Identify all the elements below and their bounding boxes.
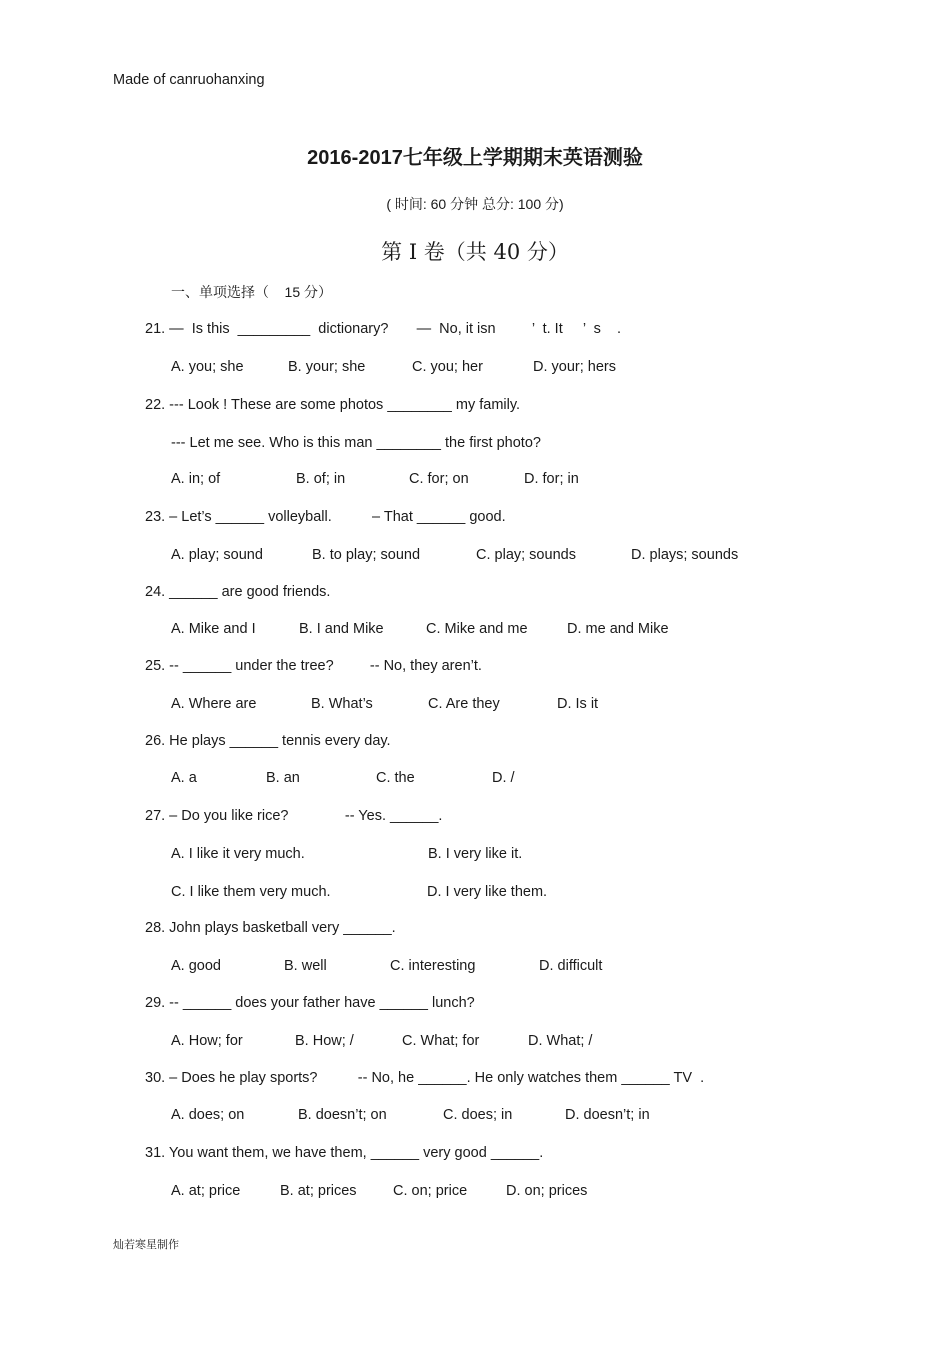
option-24-b: B. I and Mike [299,621,384,637]
option-21-a: A. you; she [171,359,244,375]
option-28-d: D. difficult [539,958,603,974]
question-24: 24. ______ are good friends. [145,584,331,600]
option-25-a: A. Where are [171,696,257,712]
option-28-b: B. well [284,958,327,974]
option-26-b: B. an [266,770,300,786]
option-31-c: C. on; price [393,1183,468,1199]
exam-subtitle: ( 时间: 60 分钟 总分: 100 分) [386,196,564,212]
option-25-c: C. Are they [428,696,500,712]
option-24-d: D. me and Mike [567,621,669,637]
option-30-b: B. doesn’t; on [298,1107,387,1123]
option-21-d: D. your; hers [533,359,616,375]
option-27-c: C. I like them very much. [171,884,331,900]
option-31-b: B. at; prices [280,1183,357,1199]
option-23-b: B. to play; sound [312,547,421,563]
option-30-c: C. does; in [443,1107,513,1123]
option-21-b: B. your; she [288,359,366,375]
option-29-d: D. What; / [528,1033,593,1049]
option-26-a: A. a [171,770,197,786]
option-30-a: A. does; on [171,1107,245,1123]
option-29-b: B. How; / [295,1033,354,1049]
part-title: 一、单项选择（ 15 分） [171,284,333,300]
option-26-c: C. the [376,770,415,786]
option-22-c: C. for; on [409,471,469,487]
header-note: Made of canruohanxing [113,72,265,88]
option-21-c: C. you; her [412,359,483,375]
question-25: 25. -- ______ under the tree? -- No, they aren’t. [145,658,482,674]
option-26-d: D. / [492,770,515,786]
option-24-c: C. Mike and me [426,621,528,637]
question-27: 27. – Do you like rice? -- Yes. ______. [145,808,443,824]
option-23-a: A. play; sound [171,547,263,563]
option-31-d: D. on; prices [506,1183,588,1199]
option-27-b: B. I very like it. [428,846,523,862]
question-28: 28. John plays basketball very ______. [145,920,396,936]
option-22-d: D. for; in [524,471,579,487]
option-23-d: D. plays; sounds [631,547,739,563]
question-23: 23. – Let’s ______ volleyball. – That ______ good. [145,509,506,525]
option-22-b: B. of; in [296,471,346,487]
question-29: 29. -- ______ does your father have ______ lunch? [145,995,475,1011]
option-25-b: B. What’s [311,696,373,712]
option-31-a: A. at; price [171,1183,241,1199]
option-28-c: C. interesting [390,958,476,974]
option-29-a: A. How; for [171,1033,243,1049]
option-27-d: D. I very like them. [427,884,548,900]
option-22-a: A. in; of [171,471,221,487]
option-30-d: D. doesn’t; in [565,1107,650,1123]
exam-title: 2016-2017七年级上学期期末英语测验 [307,147,643,169]
option-24-a: A. Mike and I [171,621,256,637]
option-23-c: C. play; sounds [476,547,576,563]
question-31: 31. You want them, we have them, ______ very good ______. [145,1145,544,1161]
option-28-a: A. good [171,958,221,974]
question-30: 30. – Does he play sports? -- No, he ______. He only watches them ______ TV . [145,1070,705,1086]
question-22-line-2: --- Let me see. Who is this man ________ the first photo? [171,435,541,451]
question-26: 26. He plays ______ tennis every day. [145,733,391,749]
option-29-c: C. What; for [402,1033,480,1049]
option-25-d: D. Is it [557,696,599,712]
question-21: 21. — Is this _________ dictionary? — No, it isn ’ t. It ’ s . [145,321,622,337]
option-27-a: A. I like it very much. [171,846,305,862]
question-22: 22. --- Look ! These are some photos ________ my family. [145,397,521,413]
section-title: 第 I 卷（共 40 分） [381,240,569,264]
footer-note: 灿若寒星制作 [113,1239,179,1251]
